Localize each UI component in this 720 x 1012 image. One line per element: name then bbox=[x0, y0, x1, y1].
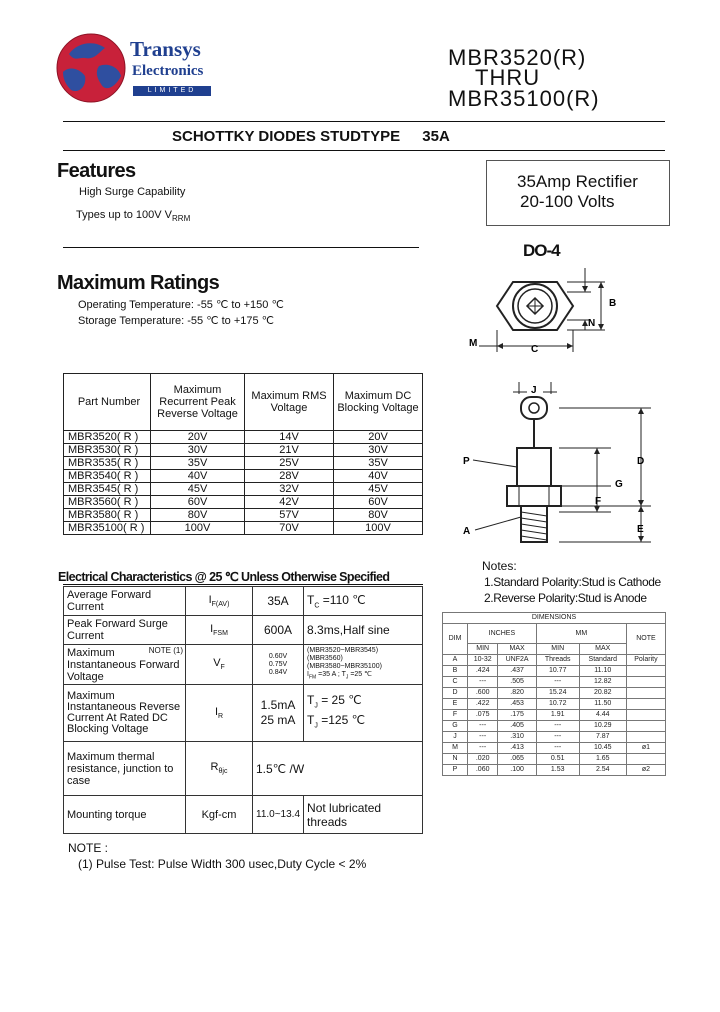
table-row: MBR3545( R ) 45V 32V 45V bbox=[64, 483, 423, 496]
summary-line1: 35Amp Rectifier bbox=[517, 172, 638, 191]
table-row: MBR3580( R ) 80V 57V 80V bbox=[64, 509, 423, 522]
max-ratings-title: Maximum Ratings bbox=[57, 272, 220, 294]
table-row bbox=[64, 796, 423, 834]
dim-label-m: M bbox=[469, 338, 478, 349]
dim-label-a: A bbox=[463, 526, 471, 537]
company-name: Transys bbox=[130, 37, 201, 61]
footnote-item: (1) Pulse Test: Pulse Width 300 usec,Duty Cycle < 2% bbox=[78, 857, 367, 871]
company-subtitle: Electronics bbox=[132, 63, 204, 79]
surge-current-cond: 8.3ms,Half sine bbox=[304, 616, 423, 645]
electrical-title: Electrical Characteristics @ 25 ℃ Unless Otherwise Specified bbox=[58, 570, 390, 584]
table-row bbox=[64, 616, 423, 645]
summary-line2: 20-100 Volts bbox=[520, 192, 615, 211]
torque-cond: Not lubricated threads bbox=[304, 796, 423, 834]
company-tag: LIMITED bbox=[133, 86, 211, 96]
avg-current-cond: $T_C =110$ ℃ bbox=[304, 587, 423, 616]
note-item-2: 2.Reverse Polarity:Stud is Anode bbox=[484, 591, 647, 605]
thermal-label: Maximum thermal resistance, junction to case bbox=[64, 742, 186, 796]
feature-item-2: Types up to 100V $V_{RRM}$ bbox=[76, 209, 191, 224]
note-item-1: 1.Standard Polarity:Stud is Cathode bbox=[484, 575, 661, 589]
dim-label-c: C bbox=[531, 344, 539, 355]
thermal-symbol: $R_{\theta jc}$ bbox=[186, 742, 253, 796]
dim-label-f: F bbox=[595, 496, 602, 507]
table-row: C --- .505 --- 12.82 bbox=[443, 677, 666, 688]
table-row: J --- .310 --- 7.87 bbox=[443, 732, 666, 743]
heading-rule bbox=[63, 150, 665, 151]
dim-label-j: J bbox=[531, 385, 537, 396]
electrical-table bbox=[63, 586, 423, 834]
vf-symbol: $V_F$ bbox=[186, 645, 253, 685]
doc-heading bbox=[172, 128, 450, 145]
table-row: MBR3520( R ) 20V 14V 20V bbox=[64, 431, 423, 444]
surge-current-symbol: $I_{FSM}$ bbox=[186, 616, 253, 645]
table-row: E .422 .453 10.72 11.50 bbox=[443, 699, 666, 710]
vf-note: NOTE (1) bbox=[148, 646, 183, 655]
summary-box bbox=[486, 160, 670, 226]
dim-label-g: G bbox=[615, 479, 623, 490]
table-row bbox=[64, 742, 423, 796]
header-vrms: Maximum RMS Voltage bbox=[245, 374, 334, 431]
ir-label: Maximum Instantaneous Reverse Current At Rated DC Blocking Voltage bbox=[64, 685, 186, 742]
doc-heading-current: 35A bbox=[422, 128, 450, 145]
surge-current-label: Peak Forward Surge Current bbox=[64, 616, 186, 645]
ir-symbol: $I_R$ bbox=[186, 685, 253, 742]
dims-title-row: DIMENSIONS bbox=[443, 613, 666, 624]
notes-title: Notes: bbox=[482, 559, 517, 573]
dims-header-row: MIN MAX MIN MAX bbox=[443, 644, 666, 655]
table-row: P .060 .100 1.53 2.54 ø2 bbox=[443, 765, 666, 776]
torque-unit: Kgf-cm bbox=[186, 796, 253, 834]
features-rule bbox=[63, 247, 419, 248]
dimensions-table bbox=[442, 612, 666, 776]
table-row bbox=[64, 645, 423, 685]
table-row: M --- .413 --- 10.45 ø1 bbox=[443, 743, 666, 754]
dim-label-e: E bbox=[637, 524, 644, 535]
footnote-title: NOTE : bbox=[68, 841, 109, 855]
table-row: B .424 .437 10.77 11.10 bbox=[443, 666, 666, 677]
thermal-value: 1.5℃ /W bbox=[253, 742, 423, 796]
avg-current-value: 35A bbox=[253, 587, 304, 616]
table-row: A 10-32 UNF2A Threads Standard Polarity bbox=[443, 655, 666, 666]
side-view bbox=[463, 382, 651, 542]
part-title-line2: THRU bbox=[475, 65, 541, 90]
vf-values: 0.60V 0.75V 0.84V bbox=[253, 645, 304, 685]
vf-label: Maximum Instantaneous Forward Voltage NOTE (1) bbox=[64, 645, 186, 685]
electrical-rule bbox=[63, 584, 423, 585]
storage-temp: Storage Temperature: -55 ℃ to +175 ℃ bbox=[78, 315, 275, 327]
ratings-header-row bbox=[64, 374, 423, 431]
table-row: G --- .405 --- 10.29 bbox=[443, 721, 666, 732]
operating-temp: Operating Temperature: -55 ℃ to +150 ℃ bbox=[78, 299, 284, 311]
dim-label-b: B bbox=[609, 298, 617, 309]
torque-value: 11.0~13.4 bbox=[253, 796, 304, 834]
table-row: D .600 .820 15.24 20.82 bbox=[443, 688, 666, 699]
table-row: N .020 .065 0.51 1.65 bbox=[443, 754, 666, 765]
ir-conditions: $T_J = 25$ ℃ $T_J =125$ ℃ bbox=[304, 685, 423, 742]
header-part-number: Part Number bbox=[64, 374, 151, 431]
top-view bbox=[469, 268, 616, 355]
dims-group-row: DIM INCHES MM NOTE bbox=[443, 624, 666, 644]
globe-icon bbox=[55, 32, 127, 104]
dim-label-d: D bbox=[637, 456, 645, 467]
doc-heading-type: SCHOTTKY DIODES STUDTYPE bbox=[172, 128, 401, 145]
avg-current-label: Average Forward Current bbox=[64, 587, 186, 616]
table-row: MBR3530( R ) 30V 21V 30V bbox=[64, 444, 423, 457]
table-row: MBR3535( R ) 35V 25V 35V bbox=[64, 457, 423, 470]
ratings-table bbox=[63, 373, 423, 535]
header-vdc: Maximum DC Blocking Voltage bbox=[334, 374, 423, 431]
package-drawing bbox=[455, 262, 655, 572]
package-name: DO-4 bbox=[523, 241, 560, 260]
table-row: MBR35100( R ) 100V 70V 100V bbox=[64, 522, 423, 535]
table-row bbox=[64, 685, 423, 742]
dim-label-p: P bbox=[463, 456, 470, 467]
features-title: Features bbox=[57, 160, 136, 182]
surge-current-value: 600A bbox=[253, 616, 304, 645]
part-title-line1: MBR3520(R) bbox=[448, 45, 587, 70]
avg-current-symbol: $I_{F(AV)}$ bbox=[186, 587, 253, 616]
ir-values: 1.5mA 25 mA bbox=[253, 685, 304, 742]
table-row: MBR3560( R ) 60V 42V 60V bbox=[64, 496, 423, 509]
header-vrrm: Maximum Recurrent Peak Reverse Voltage bbox=[151, 374, 245, 431]
dims-body bbox=[443, 655, 666, 776]
table-row bbox=[64, 587, 423, 616]
vf-conditions: (MBR3520~MBR3545) (MBR3560) (MBR3580~MBR35100) $I_{FM} =35$ A ; $T_J =25$ ℃ bbox=[304, 645, 423, 685]
dim-label-n: N bbox=[588, 318, 596, 329]
table-row: MBR3540( R ) 40V 28V 40V bbox=[64, 470, 423, 483]
torque-label: Mounting torque bbox=[64, 796, 186, 834]
feature-item-1: High Surge Capability bbox=[79, 186, 186, 198]
part-title-line3: MBR35100(R) bbox=[448, 86, 600, 111]
header-rule bbox=[63, 121, 665, 122]
table-row: F .075 .175 1.91 4.44 bbox=[443, 710, 666, 721]
company-logo bbox=[55, 32, 215, 102]
